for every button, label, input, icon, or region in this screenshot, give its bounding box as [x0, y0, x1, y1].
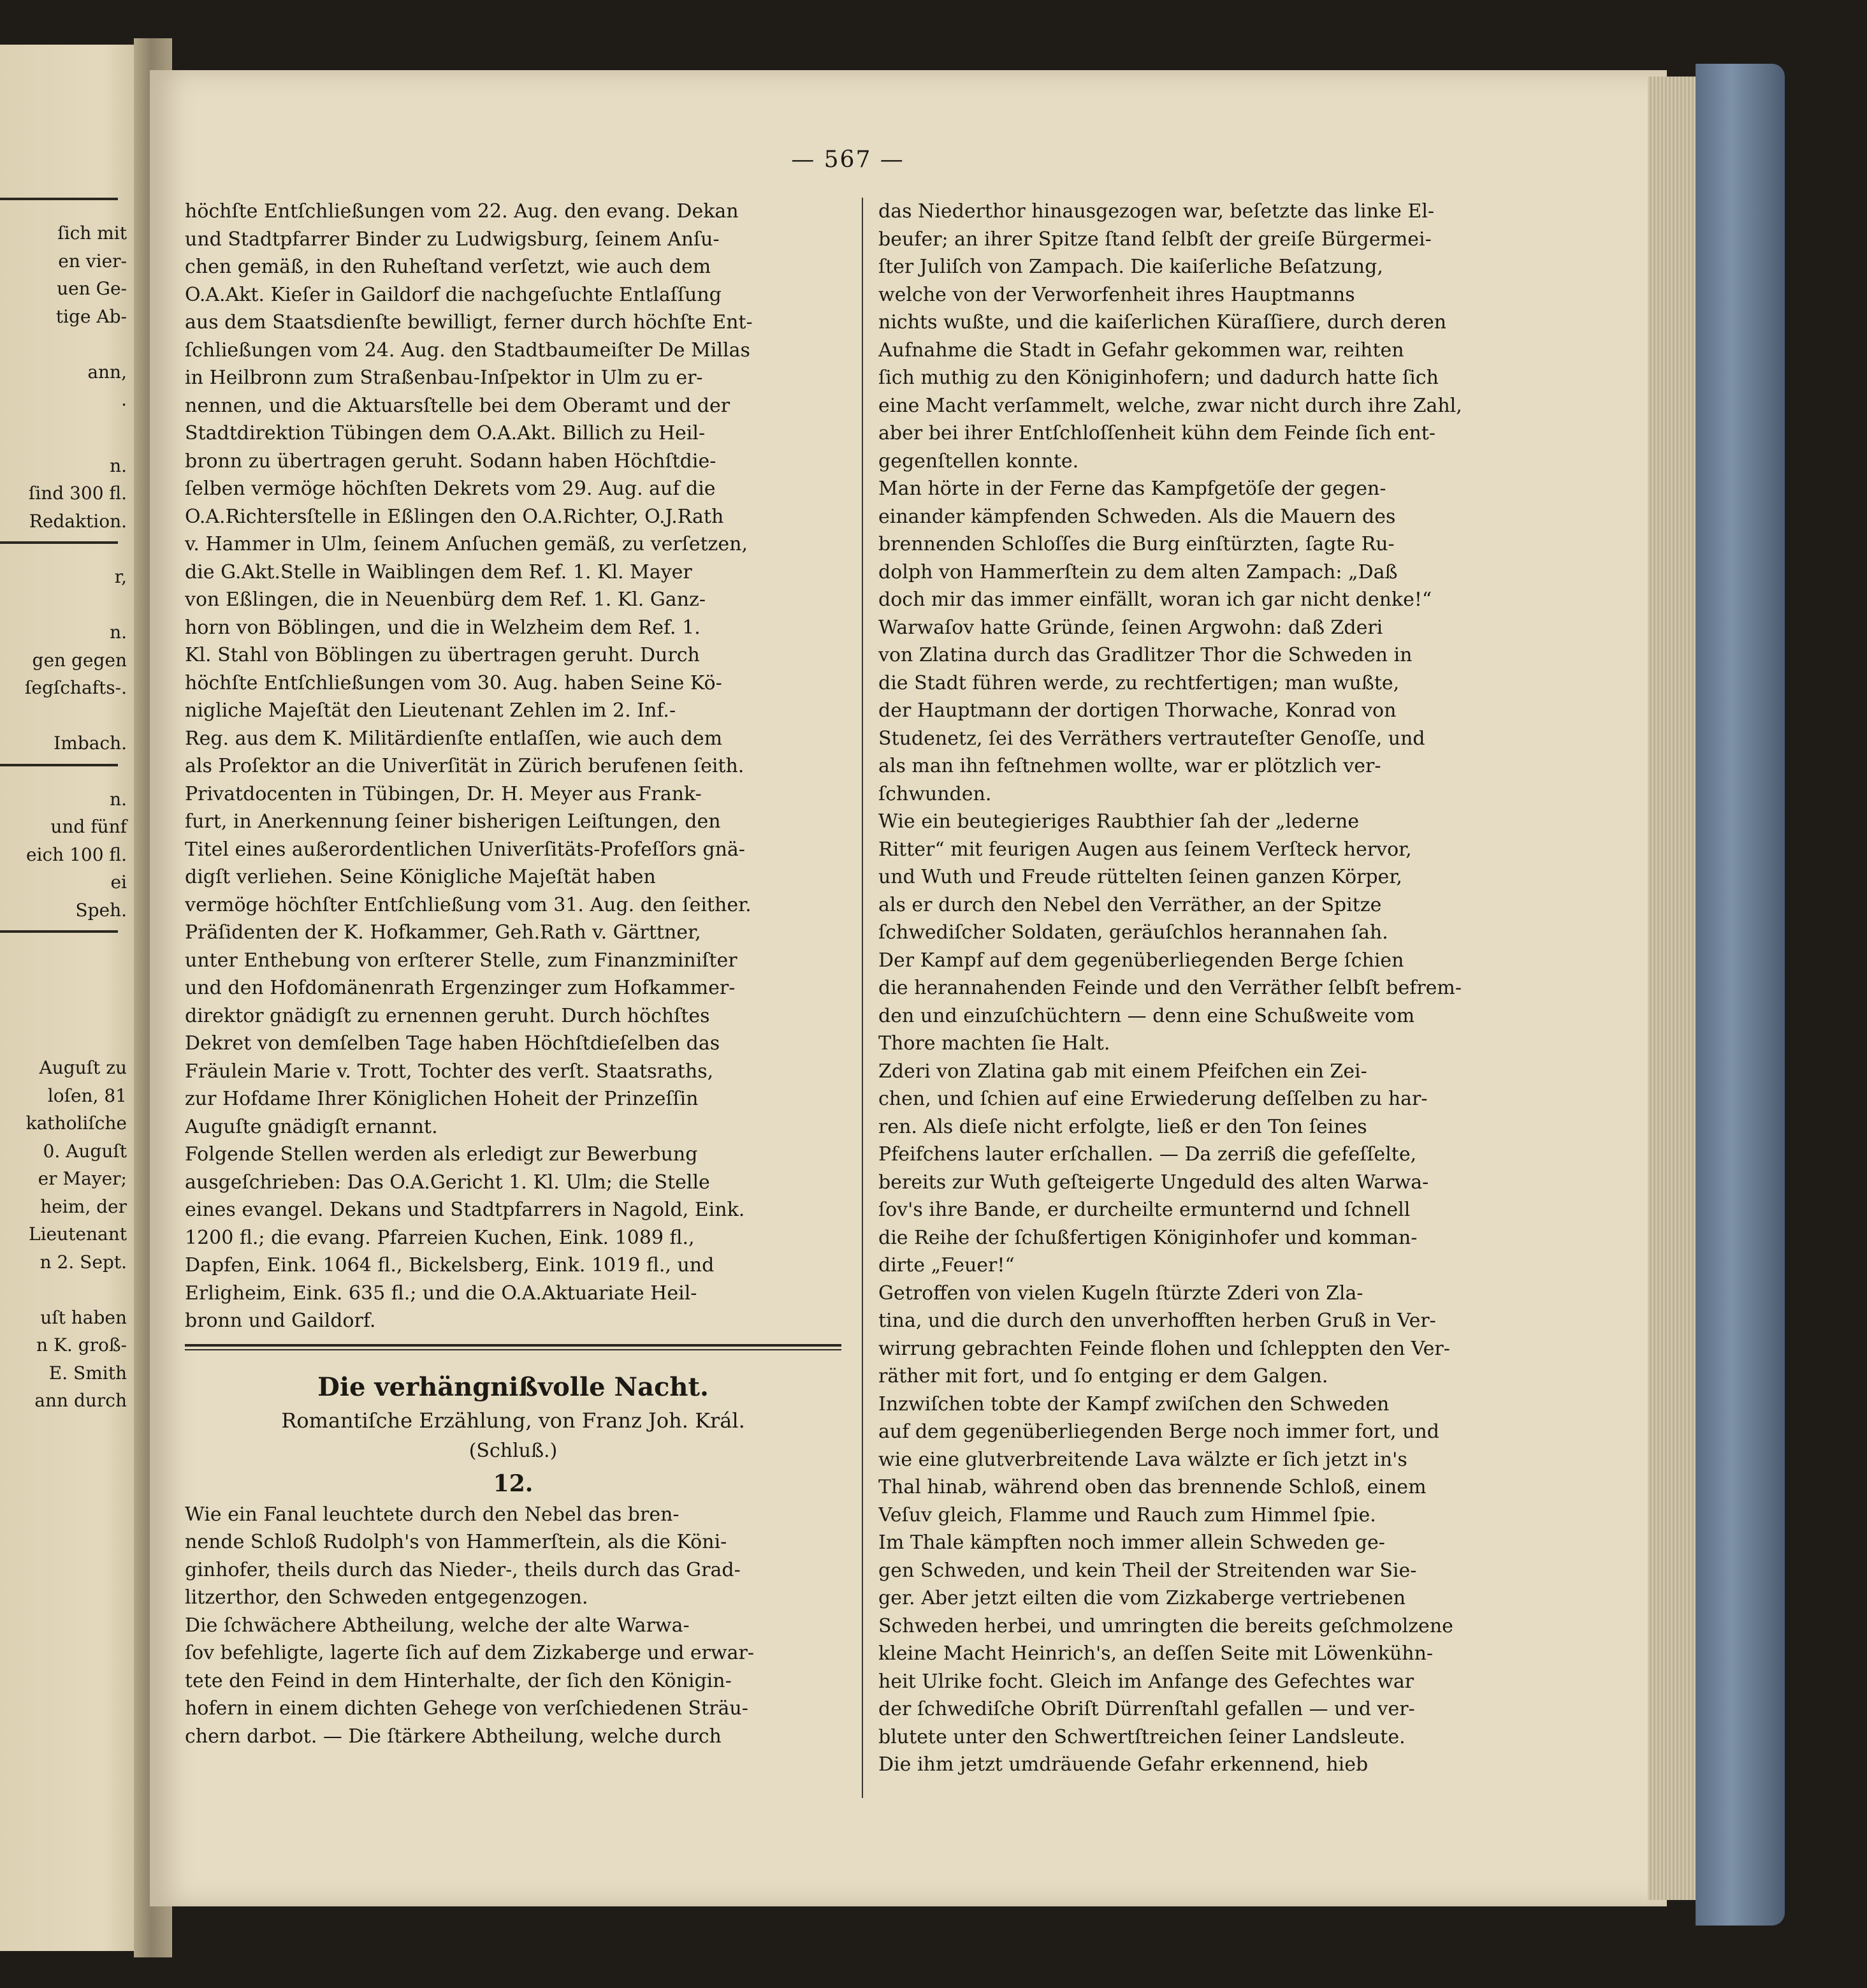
- text-line: ginhofer, theils durch das Nieder-, theils durch das Grad-: [185, 1558, 741, 1581]
- fragment-line: 0. Auguſt: [43, 1140, 127, 1162]
- text-line: und Wuth und Freude rüttelten ſeinen ganzen Körper,: [878, 866, 1402, 888]
- fragment-line: uſt haben: [40, 1306, 127, 1328]
- text-line: dirte „Feuer!“: [878, 1254, 1015, 1276]
- text-line: Stadtdirektion Tübingen dem O.A.Akt. Billich zu Heil-: [185, 422, 706, 444]
- fragment-line: ſegſchafts-.: [25, 677, 127, 698]
- text-line: v. Hammer in Ulm, ſeinem Anſuchen gemäß, zu verſetzen,: [185, 533, 748, 555]
- text-line: nennen, und die Aktuarsſtelle bei dem Oberamt und der: [185, 394, 730, 417]
- text-line: ſelben vermöge höchſten Dekrets vom 29. Aug. auf die: [185, 478, 716, 500]
- fragment-line: .: [121, 389, 127, 410]
- text-line: Fräulein Marie v. Trott, Tochter des verſt. Staatsraths,: [185, 1060, 714, 1083]
- fragment-line: Lieutenant: [29, 1224, 127, 1245]
- story-title: Die verhängnißvolle Nacht.: [317, 1371, 709, 1402]
- text-line: beufer; an ihrer Spitze ſtand ſelbſt der greiſe Bürgermei-: [878, 228, 1432, 251]
- text-line: ſter Juliſch von Zampach. Die kaiſerliche Beſatzung,: [878, 256, 1383, 278]
- text-line: aus dem Staatsdienſte bewilligt, ferner durch höchſte Ent-: [185, 311, 753, 333]
- column-divider: [862, 198, 863, 1798]
- text-line: bronn und Gaildorf.: [185, 1310, 376, 1332]
- text-line: digſt verliehen. Seine Königliche Majeſtät haben: [185, 866, 656, 888]
- fragment-line: er Mayer;: [38, 1168, 127, 1189]
- page-number: — 567 —: [791, 147, 904, 173]
- text-line: Die ihm jetzt umdräuende Gefahr erkennend, hieb: [878, 1753, 1369, 1776]
- text-line: vermöge höchſter Entſchließung vom 31. Aug. den ſeither.: [185, 893, 752, 916]
- text-line: Getroffen von vielen Kugeln ſtürzte Zderi von Zla-: [878, 1282, 1363, 1305]
- text-line: O.A.Richtersſtelle in Eßlingen den O.A.Richter, O.J.Rath: [185, 505, 724, 528]
- text-line: Ritter“ mit feurigen Augen aus ſeinem Verſteck hervor,: [878, 838, 1412, 861]
- text-line: heit Ulrike focht. Gleich im Anfange des Gefechtes war: [878, 1670, 1414, 1693]
- book-cover-board: [1696, 64, 1785, 1926]
- text-line: von Eßlingen, die in Neuenbürg dem Ref. 1. Kl. Ganz-: [185, 588, 706, 611]
- text-line: Inzwiſchen tobte der Kampf zwiſchen den Schweden: [878, 1392, 1390, 1415]
- text-line: und Stadtpfarrer Binder zu Ludwigsburg, ſeinem Anſu-: [185, 228, 720, 251]
- fragment-line: gen gegen: [32, 649, 127, 671]
- fragment-rule: [0, 198, 118, 200]
- fragment-line: Redaktion.: [29, 510, 127, 532]
- text-line: gen Schweden, und kein Theil der Streitenden war Sie-: [878, 1559, 1417, 1582]
- left-column: [185, 198, 841, 1750]
- text-line: eines evangel. Dekans und Stadtpfarrers in Nagold, Eink.: [185, 1199, 745, 1221]
- text-line: Folgende Stellen werden als erledigt zur Bewerbung: [185, 1143, 698, 1166]
- text-line: welche von der Verworfenheit ihres Hauptmanns: [878, 283, 1355, 306]
- text-line: Dekret von demſelben Tage haben Höchſtdieſelben das: [185, 1032, 720, 1055]
- text-line: Auguſte gnädigſt ernannt.: [185, 1115, 438, 1138]
- text-line: Warwaſov hatte Gründe, ſeinen Argwohn: daß Zderi: [878, 616, 1383, 639]
- text-line: Zderi von Zlatina gab mit einem Pfeifchen ein Zei-: [878, 1060, 1367, 1083]
- fragment-rule: [0, 541, 118, 544]
- text-line: doch mir das immer einfällt, woran ich gar nicht denke!“: [878, 588, 1432, 611]
- fragment-group-1: [0, 219, 131, 414]
- text-line: ausgeſchrieben: Das O.A.Gericht 1. Kl. Ulm; die Stelle: [185, 1171, 710, 1194]
- text-line: tina, und die durch den unverhofften herben Gruß in Ver-: [878, 1310, 1436, 1332]
- text-line: Aufnahme die Stadt in Gefahr gekommen war, reihten: [878, 339, 1404, 362]
- story-subtitle: Romantiſche Erzählung, von Franz Joh. Král.: [281, 1408, 745, 1433]
- text-line: Pfeifchens lauter erſchallen. — Da zerriß die gefeſſelte,: [878, 1143, 1417, 1166]
- text-line: horn von Böblingen, und die in Welzheim dem Ref. 1.: [185, 616, 701, 639]
- fragment-line: en vier-: [58, 250, 127, 272]
- text-line: ſchwediſcher Soldaten, geräuſchlos herannahen ſah.: [878, 921, 1388, 944]
- text-line: einander kämpfenden Schweden. Als die Mauern des: [878, 505, 1396, 528]
- left-page-fragments: [0, 191, 131, 1415]
- fragment-group-5: [0, 1054, 131, 1415]
- text-line: Titel eines außerordentlichen Univerſitäts-Profeſſors gnä-: [185, 838, 745, 861]
- text-line: Privatdocenten in Tübingen, Dr. H. Meyer aus Frank-: [185, 782, 702, 805]
- text-line: hofern in einem dichten Gehege von verſchiedenen Sträu-: [185, 1697, 748, 1720]
- fragment-group-4: [0, 786, 131, 925]
- story-continuation-text: [878, 198, 1522, 1779]
- fragment-line: uen Ge-: [57, 278, 127, 299]
- text-line: nigliche Majeſtät den Lieutenant Zehlen im 2. Inf.-: [185, 699, 676, 722]
- text-line: 1200 fl.; die evang. Pfarreien Kuchen, Eink. 1089 fl.,: [185, 1226, 695, 1249]
- text-line: wie eine glutverbreitende Lava wälzte er ſich jetzt in's: [878, 1448, 1407, 1471]
- text-line: Dapfen, Eink. 1064 fl., Bickelsberg, Eink. 1019 fl., und: [185, 1254, 715, 1276]
- text-line: auf dem gegenüberliegenden Berge noch immer fort, und: [878, 1421, 1439, 1443]
- text-line: direktor gnädigſt zu ernennen geruht. Durch höchſtes: [185, 1004, 710, 1027]
- fragment-group-3: [0, 563, 131, 757]
- text-line: chen, und ſchien auf eine Erwiederung deſſelben zu har-: [878, 1088, 1428, 1110]
- text-line: bereits zur Wuth geſteigerte Ungeduld des alten Warwa-: [878, 1171, 1429, 1194]
- text-line: ſich muthig zu den Königinhofern; und dadurch hatte ſich: [878, 367, 1439, 389]
- fragment-line: [0, 330, 131, 358]
- fragment-line: r,: [114, 566, 127, 587]
- text-line: die Stadt führen werde, zu rechtfertigen; man wußte,: [878, 671, 1400, 694]
- text-line: höchſte Entſchließungen vom 30. Aug. haben Seine Kö-: [185, 671, 722, 694]
- fragment-line: heim, der: [40, 1195, 127, 1217]
- fragment-line: n.: [110, 622, 127, 643]
- text-line: aber bei ihrer Entſchloſſenheit kühn dem Feinde ſich ent-: [878, 422, 1435, 444]
- fragment-line: n.: [110, 788, 127, 810]
- fragment-line: ſich mit: [57, 223, 127, 244]
- text-line: Thore machten ſie Halt.: [878, 1032, 1110, 1055]
- fragment-line: n 2. Sept.: [40, 1251, 127, 1273]
- text-line: gegenſtellen konnte.: [878, 449, 1079, 472]
- text-line: Veſuv gleich, Flamme und Rauch zum Himmel ſpie.: [878, 1503, 1376, 1526]
- text-line: bronn zu übertragen geruht. Sodann haben Höchſtdie-: [185, 449, 716, 472]
- text-line: Wie ein beutegieriges Raubthier ſah der „lederne: [878, 810, 1360, 833]
- fragment-line: Imbach.: [54, 733, 127, 754]
- text-line: als man ihn feſtnehmen wollte, war er plötzlich ver-: [878, 755, 1381, 777]
- text-line: nichts wußte, und die kaiſerlichen Küraſſiere, durch deren: [878, 311, 1447, 333]
- fragment-line: Auguſt zu: [39, 1057, 127, 1078]
- text-line: Im Thale kämpften noch immer allein Schweden ge-: [878, 1531, 1385, 1554]
- text-line: tete den Feind in dem Hinterhalte, der ſich den Königin-: [185, 1669, 732, 1692]
- text-line: räther mit fort, und ſo entging er dem Galgen.: [878, 1365, 1328, 1387]
- text-line: chern darbot. — Die ſtärkere Abtheilung, welche durch: [185, 1725, 722, 1748]
- fragment-line: [0, 702, 131, 730]
- fragment-line: und fünf: [50, 816, 127, 837]
- decrees-text: [185, 198, 841, 1335]
- text-line: Kl. Stahl von Böblingen zu übertragen geruht. Durch: [185, 644, 700, 666]
- text-line: ſchwunden.: [878, 782, 992, 805]
- text-line: Man hörte in der Ferne das Kampfgetöſe der gegen-: [878, 478, 1386, 500]
- fragment-line: ann,: [87, 361, 127, 383]
- text-line: dolph von Hammerſtein zu dem alten Zampach: „Daß: [878, 560, 1398, 583]
- text-line: ger. Aber jetzt eilten die vom Zizkaberge vertriebenen: [878, 1587, 1406, 1609]
- text-line: eine Macht verſammelt, welche, zwar nicht durch ihre Zahl,: [878, 394, 1462, 417]
- text-line: höchſte Entſchließungen vom 22. Aug. den evang. Dekan: [185, 200, 739, 223]
- text-line: von Zlatina durch das Gradlitzer Thor die Schweden in: [878, 644, 1413, 666]
- fragment-line: [0, 591, 131, 619]
- fragment-line: [0, 1276, 131, 1304]
- fragment-line: E. Smith: [48, 1362, 127, 1384]
- text-line: Thal hinab, während oben das brennende Schloß, einem: [878, 1476, 1427, 1498]
- text-line: Schweden herbei, und umringten die bereits geſchmolzene: [878, 1614, 1453, 1637]
- fragment-line: katholiſche: [25, 1113, 127, 1134]
- text-line: zur Hofdame Ihrer Königlichen Hoheit der Prinzeſſin: [185, 1088, 699, 1110]
- text-line: ren. Als dieſe nicht erfolgte, ließ er den Ton ſeines: [878, 1115, 1367, 1138]
- fragment-line: eich 100 fl.: [25, 844, 127, 865]
- fragment-line: loſen, 81: [47, 1085, 127, 1106]
- text-line: als Proſektor an die Univerſität in Zürich berufenen ſeith.: [185, 755, 745, 777]
- fragment-line: ei: [110, 872, 127, 893]
- text-line: Der Kampf auf dem gegenüberliegenden Berge ſchien: [878, 949, 1404, 972]
- chapter-number: 12.: [493, 1470, 534, 1497]
- fragment-rule: [0, 930, 118, 933]
- text-line: die G.Akt.Stelle in Waiblingen dem Ref. 1. Kl. Mayer: [185, 560, 692, 583]
- text-line: Erligheim, Eink. 635 fl.; und die O.A.Aktuariate Heil-: [185, 1282, 697, 1305]
- text-line: ſov's ihre Bande, er durcheilte ermunternd und ſchnell: [878, 1199, 1411, 1221]
- text-line: nende Schloß Rudolph's von Hammerſtein, als die Köni-: [185, 1531, 727, 1553]
- fragment-line: n.: [110, 455, 127, 476]
- text-line: in Heilbronn zum Straßenbau-Inſpektor in Ulm zu er-: [185, 367, 703, 389]
- text-line: litzerthor, den Schweden entgegenzogen.: [185, 1586, 588, 1609]
- text-line: O.A.Akt. Kieſer in Gaildorf die nachgeſuchte Entlaſſung: [185, 283, 722, 306]
- text-line: blutete unter den Schwertſtreichen ſeiner Landsleute.: [878, 1725, 1406, 1748]
- text-line: ſov befehligte, lagerte ſich auf dem Zizkaberge und erwar-: [185, 1642, 754, 1664]
- right-column: [878, 198, 1522, 1779]
- text-line: unter Enthebung von erſterer Stelle, zum Finanzminiſter: [185, 949, 737, 972]
- text-line: der ſchwediſche Obriſt Dürrenſtahl gefallen — und ver-: [878, 1698, 1415, 1720]
- text-line: Präſidenten der K. Hofkammer, Geh.Rath v. Gärttner,: [185, 921, 701, 944]
- text-line: und den Hofdomänenrath Ergenzinger zum Hofkammer-: [185, 977, 736, 999]
- text-line: Reg. aus dem K. Militärdienſte entlaſſen, wie auch dem: [185, 727, 723, 750]
- text-line: Die ſchwächere Abtheilung, welche der alte Warwa-: [185, 1614, 690, 1637]
- text-line: Wie ein Fanal leuchtete durch den Nebel das bren-: [185, 1503, 679, 1526]
- story-text: [185, 1501, 841, 1751]
- text-line: die Reihe der ſchußfertigen Königinhofer und komman-: [878, 1226, 1418, 1249]
- fragment-line: Speh.: [75, 899, 127, 921]
- fragment-line: ann durch: [34, 1390, 127, 1411]
- fragment-group-2: [0, 452, 131, 536]
- text-line: als er durch den Nebel den Verräther, an der Spitze: [878, 893, 1382, 916]
- text-line: brennenden Schloſſes die Burg einſtürzten, ſagte Ru-: [878, 533, 1395, 555]
- text-line: Studenetz, ſei des Verräthers vertrauteſter Genoſſe, und: [878, 727, 1425, 750]
- text-line: ſchließungen vom 24. Aug. den Stadtbaumeiſter De Millas: [185, 339, 750, 362]
- story-part-label: (Schluß.): [469, 1439, 558, 1462]
- text-line: die herannahenden Feinde und den Verräther ſelbſt befrem-: [878, 977, 1462, 999]
- text-line: das Niederthor hinausgezogen war, beſetzte das linke El-: [878, 200, 1435, 223]
- section-divider: [185, 1344, 841, 1350]
- fragment-line: tige Ab-: [55, 305, 127, 327]
- text-line: wirrung gebrachten Feinde flohen und ſchleppten den Ver-: [878, 1337, 1450, 1360]
- text-line: furt, in Anerkennung ſeiner bisherigen Leiſtungen, den: [185, 810, 721, 833]
- fragment-line: n K. groß-: [36, 1334, 127, 1356]
- text-line: kleine Macht Heinrich's, an deſſen Seite mit Löwenkühn-: [878, 1642, 1434, 1665]
- fragment-rule: [0, 764, 118, 766]
- text-line: den und einzuſchüchtern — denn eine Schußweite vom: [878, 1004, 1415, 1027]
- text-line: der Hauptmann der dortigen Thorwache, Konrad von: [878, 699, 1397, 722]
- fragment-line: ſind 300 fl.: [28, 483, 127, 504]
- text-line: chen gemäß, in den Ruheſtand verſetzt, wie auch dem: [185, 256, 711, 278]
